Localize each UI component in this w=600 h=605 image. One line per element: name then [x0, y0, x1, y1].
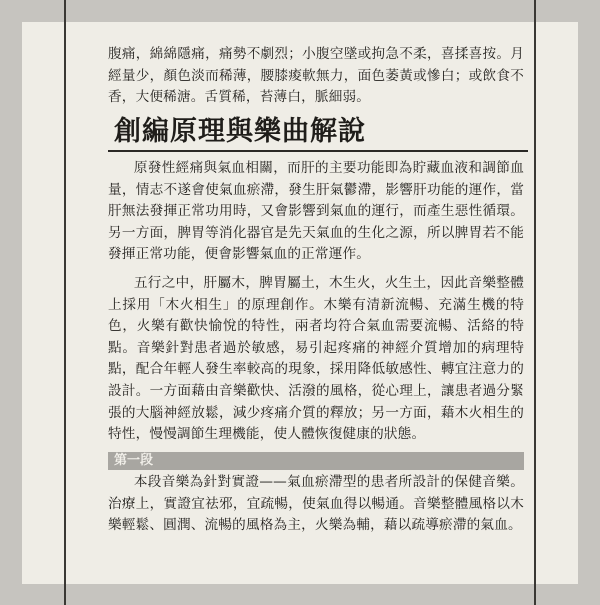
body-paragraph-1: 原發性經痛與氣血相關，而肝的主要功能即為貯藏血液和調節血量，情志不遂會使氣血瘀滯，發生肝氣鬱滯，影響肝功能的運作，當肝無法發揮正常功用時，又會影響到氣血的運行，而產生惡性循環。另一方面，脾胃等消化器官是先天氣血的生化之源，所以脾胃若不能發揮正常功能，便會影響氣血的正常運作。 — [108, 160, 524, 263]
section-label-bar — [108, 452, 524, 470]
section-label: 第一段 — [114, 453, 154, 468]
section-paragraph: 本段音樂為針對實證——氣血瘀滯型的患者所設計的保健音樂。治療上，實證宜祛邪，宜疏暢，使氣血得以暢通。音樂整體風格以木樂輕鬆、圓潤、流暢的風格為主，火樂為輔，藉以疏導瘀滯的氣血。 — [108, 474, 524, 534]
section-heading: 創編原理與樂曲解說 — [114, 116, 366, 147]
body-paragraph-2-block — [108, 273, 524, 446]
heading-underline — [108, 150, 528, 152]
body-paragraph-2: 五行之中，肝屬木，脾胃屬土，木生火，火生土，因此音樂整體上採用「木火相生」的原理創作。木樂有清新流暢、充滿生機的特色，火樂有歡快愉悅的特性，兩者均符合氣血需要流暢、活絡的特點。音樂針對患者過於敏感，易引起疼痛的神經介質增加的病理特點，配合年輕人發生率較高的現象，採用降低敏感性、轉宜注意力的設計。一方面藉由音樂歡快、活潑的風格，從心理上，讓患者過分緊張的大腦神經放鬆，減少疼痛介質的釋放；另一方面，藉木火相生的特性，慢慢調節生理機能，使人體恢復健康的狀態。 — [108, 275, 524, 443]
body-paragraph-1-block — [108, 158, 524, 266]
intro-paragraph: 腹痛，綿綿隱痛，痛勢不劇烈；小腹空墜或拘急不柔，喜揉喜按。月經量少，顏色淡而稀薄，腰膝痠軟無力，面色萎黃或慘白；或飲食不香，大便稀溏。舌質稀，苔薄白，脈細弱。 — [108, 46, 524, 106]
intro-block — [108, 44, 524, 109]
section-heading-row — [108, 108, 528, 158]
section-paragraph-block — [108, 472, 524, 537]
